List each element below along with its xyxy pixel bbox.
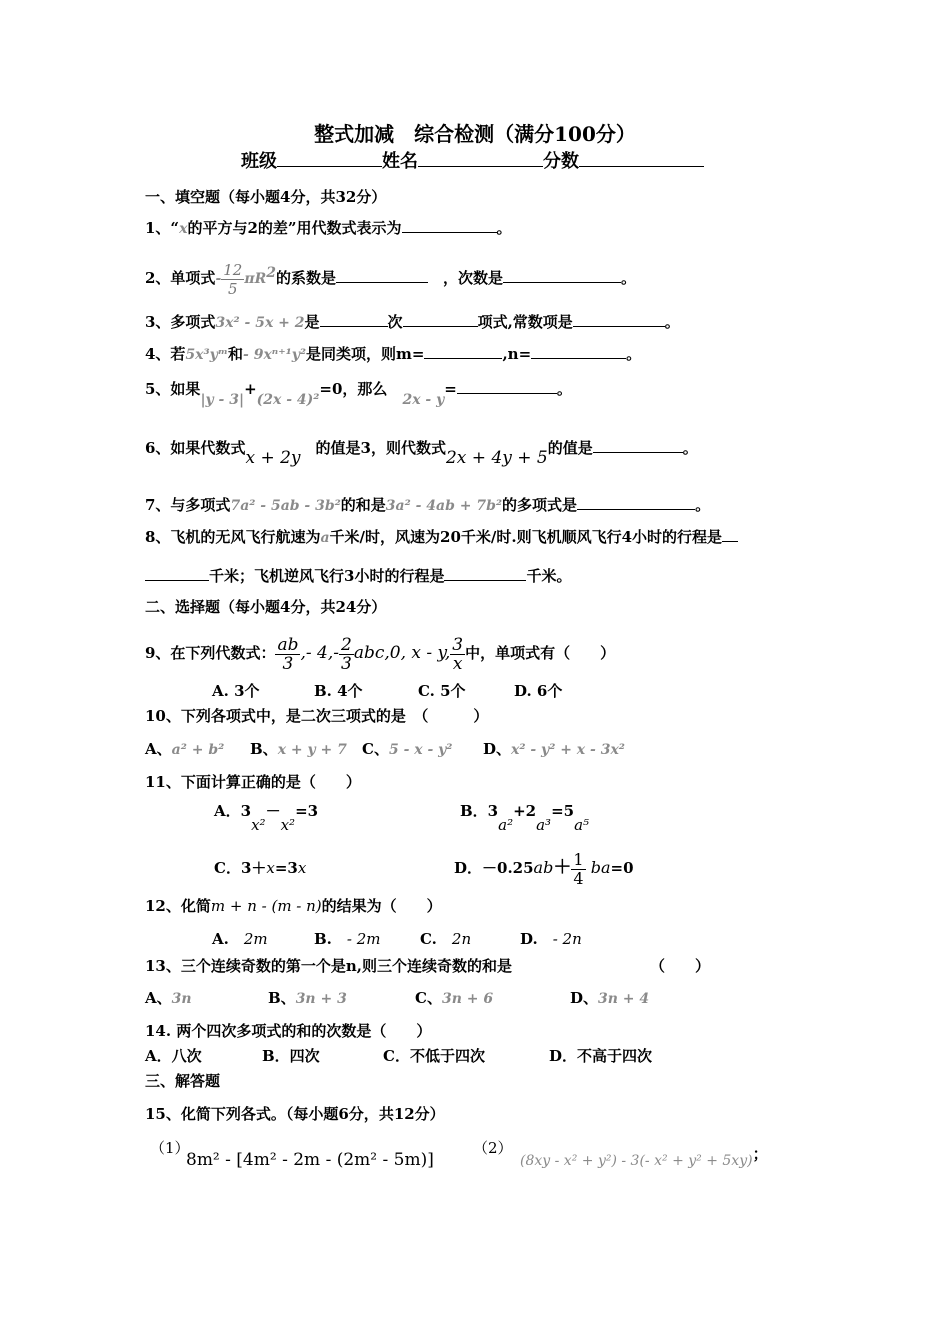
q3-text-pre: 3、多项式	[145, 313, 216, 331]
q12-option-a[interactable]	[212, 929, 268, 949]
q9-option-d[interactable]: D. 6个	[514, 682, 563, 700]
name-label: 姓名	[382, 151, 418, 172]
q14-option-c[interactable]: C．不低于四次	[383, 1047, 485, 1065]
q10-option-d-expr: x² - y² + x - 3x²	[511, 742, 625, 758]
q12-text-post: 的结果为（ ）	[321, 897, 442, 915]
q10-option-a[interactable]	[145, 739, 224, 760]
q7-expr1: 7a² - 5ab - 3b²	[230, 498, 341, 514]
question-10: 10、下列各项式中，是二次三项式的是 （ ）	[145, 707, 489, 725]
q3-end: 。	[664, 313, 680, 331]
q3-text-mid1: 是	[304, 313, 320, 331]
q5-expr1: |y - 3|	[200, 392, 245, 408]
question-7	[145, 494, 710, 516]
q14-option-d[interactable]: D．不高于四次	[549, 1047, 653, 1065]
q11-c-var2: x	[297, 859, 307, 877]
question-8-line2	[145, 565, 571, 586]
q3-constant-blank[interactable]	[573, 311, 665, 327]
q13-answer-paren[interactable]: （ ）	[650, 957, 711, 975]
q11-c-label: C．3＋	[214, 859, 267, 877]
q1-var: x	[179, 221, 188, 237]
q11-a-term1: x²	[251, 816, 266, 834]
q6-expr1: x + 2y	[245, 448, 301, 468]
q7-text-post: 的多项式是	[502, 496, 578, 514]
q4-expr1: 5x³yᵐ	[185, 347, 228, 363]
q8-text-pre: 8、飞机的无风飞行航速为	[145, 528, 321, 546]
q13-option-a[interactable]	[145, 988, 192, 1009]
q2-text-pre: 2、单项式	[145, 269, 216, 287]
q9-text-post: 中，单项式有（ ）	[465, 644, 616, 662]
q15-part-1-expr: 8m² - [4m² - 2m - (2m² - 5m)]	[186, 1150, 434, 1170]
q1-text-pre: 1、“	[145, 219, 180, 237]
q11-option-d[interactable]	[454, 848, 634, 888]
q12-option-b[interactable]	[314, 929, 381, 949]
q11-b-op: +2	[513, 802, 537, 820]
q15-part-2-expr: (8xy - x² + y²) - 3(- x² + y² + 5xy)	[520, 1153, 753, 1169]
q11-d-fraction: $\frac{1}{4}$	[573, 849, 584, 888]
q2-exp: 2	[266, 265, 276, 281]
student-info-line	[241, 151, 704, 172]
q5-plus: +	[244, 380, 257, 398]
q1-end: 。	[496, 219, 512, 237]
q11-c-var: x	[266, 859, 275, 877]
q10-option-d-label: D、	[483, 740, 512, 758]
q3-text-mid3: 项式,常数项是	[477, 313, 573, 331]
q10-option-d[interactable]	[483, 739, 625, 760]
q12-text-pre: 12、化简	[145, 897, 211, 915]
q2-minus: -	[215, 271, 222, 287]
class-blank[interactable]	[277, 151, 382, 167]
q5-expr3: 2x - y	[402, 392, 445, 408]
q14-option-b[interactable]: B．四次	[262, 1047, 320, 1065]
q11-b-eq: =5	[551, 802, 575, 820]
q12-a-label: A.	[212, 930, 229, 948]
q2-fraction: $\frac{12}{5}$	[223, 260, 243, 298]
q4-text-pre: 4、若	[145, 345, 186, 363]
q5-answer-blank[interactable]	[457, 378, 557, 394]
q2-expr: πR	[244, 271, 267, 287]
q13-option-c[interactable]	[415, 988, 493, 1009]
q11-a-op: －	[265, 802, 281, 820]
q12-d-label: D.	[520, 930, 538, 948]
q5-text-pre: 5、如果	[145, 380, 201, 398]
q4-m-blank[interactable]	[424, 343, 502, 359]
q11-b-term1: a²	[498, 816, 514, 834]
q9-option-a[interactable]: A. 3个	[212, 682, 260, 700]
q6-text-post: 的值是	[547, 439, 593, 457]
q11-option-c[interactable]	[214, 858, 306, 878]
q10-option-c[interactable]	[362, 739, 452, 760]
q7-expr2: 3a² - 4ab + 7b²	[385, 498, 503, 514]
q14-option-a[interactable]: A．八次	[145, 1047, 202, 1065]
score-label: 分数	[543, 151, 579, 172]
q8-text-line2a: 千米；飞机逆风飞行3小时的行程是	[209, 567, 445, 585]
q5-eq: =	[444, 380, 457, 398]
q11-d-var2: ba	[590, 858, 611, 877]
question-14: 14. 两个四次多项式的和的次数是（ ）	[145, 1022, 432, 1040]
q15-part-2-end: ；	[752, 1145, 768, 1163]
q6-text-pre: 6、如果代数式	[145, 439, 246, 457]
q6-expr2: 2x + 4y + 5	[445, 448, 548, 468]
q2-coefficient-blank[interactable]	[336, 267, 428, 283]
q13-c-expr: 3n + 6	[441, 991, 494, 1007]
q13-b-expr: 3n + 3	[295, 991, 347, 1007]
q11-d-op: ＋	[553, 857, 572, 878]
q9-option-c[interactable]: C. 5个	[418, 682, 466, 700]
q4-text-mid1: 和	[228, 345, 244, 363]
q11-c-result: =3	[274, 859, 298, 877]
q4-n-blank[interactable]	[531, 343, 626, 359]
q2-text-mid1: 的系数是	[275, 269, 336, 287]
q6-end: 。	[682, 439, 698, 457]
q8-downwind-blank[interactable]	[145, 565, 209, 581]
q11-b-label: B．3	[460, 802, 499, 820]
q8-upwind-blank[interactable]	[444, 565, 526, 581]
q3-terms-blank[interactable]	[403, 311, 478, 327]
q10-option-a-expr: a² + b²	[171, 742, 225, 758]
q13-d-label: D、	[570, 989, 599, 1007]
q12-expr: m + n - (m - n)	[210, 897, 322, 915]
section-heading-1: 一、填空题（每小题4分，共32分）	[145, 188, 387, 206]
q2-degree-blank[interactable]	[503, 267, 621, 283]
question-4	[145, 343, 641, 365]
question-11: 11、下面计算正确的是（ ）	[145, 773, 361, 791]
q11-d-label: D．－0.25	[454, 859, 534, 877]
question-9	[145, 630, 615, 676]
q7-text-pre: 7、与多项式	[145, 496, 231, 514]
q7-text-mid: 的和是	[340, 496, 386, 514]
question-12	[145, 896, 442, 916]
q11-a-term2: x²	[280, 816, 296, 834]
q9-fraction-1: $\frac{ab}{3}$	[277, 634, 299, 674]
q11-b-term2: a³	[536, 816, 552, 834]
q9-fraction-3: $\frac{3}{x}$	[452, 634, 464, 674]
q5-text-mid: =0，那么	[319, 380, 388, 398]
page-title: 整式加减 综合检测（满分100分）	[314, 122, 636, 146]
q9-fraction-2: $\frac{2}{3}$	[341, 634, 352, 674]
q9-text-pre: 9、在下列代数式：	[145, 644, 276, 662]
q5-end: 。	[556, 380, 572, 398]
question-6	[145, 437, 698, 468]
q10-option-a-label: A、	[145, 740, 172, 758]
class-label: 班级	[241, 151, 277, 172]
q10-option-c-label: C、	[362, 740, 389, 758]
q2-end: 。	[621, 269, 637, 287]
question-1	[145, 217, 512, 239]
q15-part-1-label: （1）	[150, 1139, 190, 1157]
q2-text-mid2: ，次数是	[443, 269, 504, 287]
question-13: 13、三个连续奇数的第一个是n,则三个连续奇数的和是	[145, 957, 513, 975]
q11-a-label: A．3	[214, 802, 252, 820]
q7-end: 。	[695, 496, 711, 514]
q13-c-label: C、	[415, 989, 442, 1007]
q12-b-label: B.	[314, 930, 332, 948]
q12-b-expr: - 2m	[346, 930, 381, 948]
q11-d-var: ab	[533, 858, 554, 877]
q12-c-label: C.	[420, 930, 437, 948]
question-3	[145, 311, 680, 333]
q13-option-b[interactable]	[268, 988, 347, 1009]
q6-text-mid: 的值是3，则代数式	[315, 439, 446, 457]
q12-option-d[interactable]	[520, 929, 582, 949]
question-2	[145, 255, 636, 298]
q3-degree-blank[interactable]	[320, 311, 388, 327]
section-heading-2: 二、选择题（每小题4分，共24分）	[145, 598, 387, 616]
q4-expr2: - 9xⁿ⁺¹y²	[243, 347, 306, 363]
section-heading-3: 三、解答题	[145, 1072, 221, 1090]
q10-option-b[interactable]	[250, 739, 347, 760]
q10-option-b-label: B、	[250, 740, 278, 758]
q13-d-expr: 3n + 4	[598, 991, 650, 1007]
q7-answer-blank[interactable]	[577, 494, 695, 510]
q13-a-expr: 3n	[171, 991, 192, 1007]
q4-end: 。	[626, 345, 642, 363]
q8-text-post: 千米/时，风速为20千米/时.则飞机顺风飞行4小时的行程是	[329, 528, 723, 546]
q10-option-b-expr: x + y + 7	[277, 742, 347, 758]
q9-seg1: ,- 4,-	[300, 643, 339, 663]
score-blank[interactable]	[579, 151, 704, 167]
q13-a-label: A、	[145, 989, 172, 1007]
q9-option-b[interactable]: B. 4个	[314, 682, 363, 700]
q11-option-b[interactable]	[460, 800, 590, 834]
q3-expr: 3x² - 5x + 2	[215, 315, 305, 331]
q12-option-c[interactable]	[420, 929, 471, 949]
q13-option-d[interactable]	[570, 988, 649, 1009]
q5-expr2: (2x - 4)²	[256, 392, 320, 408]
question-5	[145, 378, 572, 408]
q1-answer-blank[interactable]	[402, 217, 497, 233]
q15-part-2	[520, 1145, 768, 1171]
q4-text-mid3: ,n=	[502, 345, 532, 363]
q12-a-expr: 2m	[243, 930, 268, 948]
q12-d-expr: - 2n	[552, 930, 582, 948]
q11-d-result: =0	[610, 859, 634, 877]
q10-option-c-expr: 5 - x - y²	[388, 742, 453, 758]
q8-downwind-blank-start[interactable]	[722, 526, 738, 542]
q11-a-result: =3	[295, 802, 319, 820]
q12-c-expr: 2n	[451, 930, 472, 948]
q8-text-line2b: 千米。	[526, 567, 572, 585]
q1-text-post: 的平方与2的差”用代数式表示为	[187, 219, 402, 237]
q11-b-term3: a⁵	[574, 816, 590, 834]
q13-b-label: B、	[268, 989, 296, 1007]
q15-part-2-label: （2）	[473, 1139, 513, 1157]
name-blank[interactable]	[418, 151, 543, 167]
q6-answer-blank[interactable]	[593, 437, 683, 453]
q4-text-mid2: 是同类项，则m=	[306, 345, 425, 363]
q11-option-a[interactable]	[214, 800, 319, 834]
question-8	[145, 526, 738, 548]
q8-var: a	[320, 530, 330, 546]
q3-text-mid2: 次	[387, 313, 403, 331]
question-15: 15、化简下列各式。（每小题6分，共12分）	[145, 1105, 445, 1123]
q9-seg2: abc,0, x - y,	[353, 643, 451, 663]
